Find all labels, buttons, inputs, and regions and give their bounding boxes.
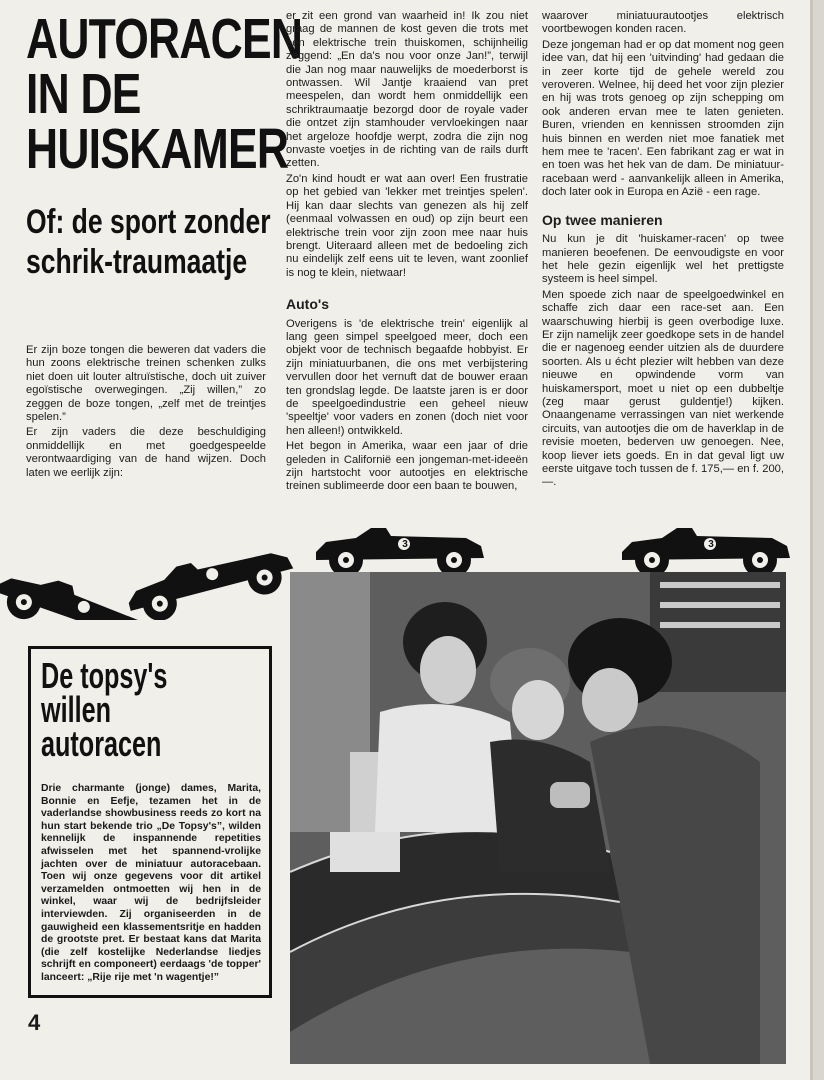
body-paragraph: Deze jongeman had er op dat moment nog geen idee van, dat hij een 'uitvinding' had gedaan die in zeer korte tijd de gehele wereld zou veroveren. Welnee, hij deed het voor zijn plezier en hij was trots genoeg op zijn schepping om ook anderen ervan mee te laten genieten. Buren, vrienden en kennissen stroomden zijn huis binnen en werden niet moe fanatiek met hem mee te 'racen'. Een fabrikant zag er wat in en toen was het hek van de dam. De miniatuur-racebaan werd - aanvankelijk alleen in Amerika, doch later ook in Europa en Azië - een rage. — [542, 38, 784, 199]
sidebar-body: Drie charmante (jonge) dames, Marita, Bonnie en Eefje, tezamen het in de vaderlandse showbusiness reeds zo kort na hun start bekende trio „De Topsy's”, wilden kennelijk de inspannende repetities afwisselen met het spannend-vrolijke jachten over de miniatuur autoracebaan. Toen wij onze gegevens voor dit artikel verzamelden ontmoetten wij hen in de winkel, waar wij de bedrijfsleider interviewden. Zij organiseerden in de gauwigheid een klassementsritje en hadden de grootste pret. Er bestaat kans dat Marita (die zelf kostelijke Nederlandse liedjes schrijft en componeert) eerdaags 'de topper' lanceert: „Rije rije met 'n wagentje!” — [41, 783, 261, 983]
photo-topsys-racing — [290, 572, 786, 1064]
intro-column — [26, 344, 266, 482]
sidebar-title-line: De topsy's — [41, 655, 168, 696]
body-paragraph: Men spoede zich naar de speelgoedwinkel en schaffe zich daar een race-set aan. Een waarschuwing hierbij is geen overbodige luxe. Er zijn namelijk zeer goedkope sets in de handel die er nagenoeg eender uitzien als de duurdere soorten. Als u écht plezier wilt hebben van deze nieuwe en opwindende vorm van huiskamersport, moet u niet op een dubbeltje (zeg maar gerust guldentje!) kijken. Onaangename verrassingen van niet werkende circuits, van autootjes die om de haverklap in de revisie moeten, bederven uw genoegen. Nee, koop liever iets goeds. En in dat geval ligt uw eerste uitgave toch tussen de f. 175,— en f. 200,—. — [542, 288, 784, 489]
car-number: 3 — [708, 539, 714, 550]
subhead-line: schrik-traumaatje — [26, 243, 248, 281]
subhead-line: Of: de sport zonder — [26, 203, 271, 241]
page-number: 4 — [28, 1010, 41, 1035]
car-number: 3 — [402, 539, 408, 550]
body-paragraph: waarover miniatuurautootjes elektrisch voortbewogen konden racen. — [542, 10, 784, 36]
article-column-2 — [286, 10, 528, 496]
subheadline — [26, 202, 271, 282]
body-paragraph: Overigens is 'de elektrische trein' eigenlijk al lang geen simpel speelgoed meer, doch een objekt voor de technisch begaafde hobbyist. Er zijn miniatuurbanen, die ons met verbijstering vervullen door het vernuft dat de bouwer eraan ten grondslag legde. De laatste jaren is er door de speelgoedindustrie een geheel nieuw 'speeltje' voor vaders en zonen (doch niet voor hen alleen!) ontwikkeld. — [286, 317, 528, 437]
headline-line: IN DE — [26, 62, 141, 126]
headline-line: HUISKAMER — [26, 117, 289, 181]
body-paragraph: Nu kun je dit 'huiskamer-racen' op twee manieren beoefenen. De eenvoudigste en voor het hele gezin eigenlijk wel het prettigste systeem is heel simpel. — [542, 233, 784, 286]
section-title-twee-manieren: Op twee manieren — [542, 211, 663, 228]
article-column-3 — [542, 10, 784, 492]
sidebar-title-line: willen — [41, 689, 112, 730]
sidebar-title — [41, 655, 251, 764]
intro-paragraph: Er zijn vaders die deze beschuldiging onmiddellijk en met goedgespeelde verontwaardiging van de hand wijzen. Doch laten we eerlijk zijn: — [26, 426, 266, 479]
race-car-icon — [622, 528, 790, 577]
headline-line: AUTORACEN — [26, 7, 303, 71]
race-car-icon — [123, 539, 298, 620]
section-title-autos: Auto's — [286, 296, 329, 313]
headline — [26, 7, 303, 181]
sidebar-title-line: autoracen — [41, 723, 162, 764]
race-car-icon — [316, 528, 484, 577]
body-paragraph: er zit een grond van waarheid in! Ik zou niet graag de mannen de kost geven die trots met een elektrische trein thuiskomen, schijnheilig zeggend: „En da's nou voor onze Jan!”, terwijl die Jan nog maar nauwelijks de moederborst is ontwassen. Wil Jantje kraaiend van pret meespelen, dan wordt hem onmiddellijk een schriktraumaatje bezorgd door de royale vader die ontzet zijn stamhouder vervloekingen naar het argeloze hoofdje werpt, zodra die zijn nog onvaste voetjes in de richting van de rails durft zetten. — [286, 10, 528, 170]
intro-paragraph: Er zijn boze tongen die beweren dat vaders die hun zoons elektrische treinen schenken zulks niet doen uit louter altruïstische, doch uit zuiver egoïstische overwegingen. „Zij willen,” zo zeggen de boze tongen, „zelf met de treintjes spelen.” — [26, 344, 266, 424]
body-paragraph: Zo'n kind houdt er wat aan over! Een frustratie op het gebied van 'lekker met treintjes spelen'. Hij kan daar slechts van genezen als hij zelf (eenmaal volwassen en oud) op zijn beurt een elektrische trein voor zijn zoon mee naar huis brengt. Uiteraard alleen met de bedoeling zich nu eindelijk zelf eens uit te leven, want zoonlief is nog te klein, nietwaar! — [286, 172, 528, 279]
topsys-sidebar-box — [28, 646, 272, 998]
photo-illustration — [290, 572, 786, 1064]
body-paragraph: Het begon in Amerika, waar een jaar of drie geleden in Californië een jongeman-met-ideeën zijn hartstocht voor autootjes en elektrische treinen sublimeerde door een baan te bouwen, — [286, 440, 528, 493]
